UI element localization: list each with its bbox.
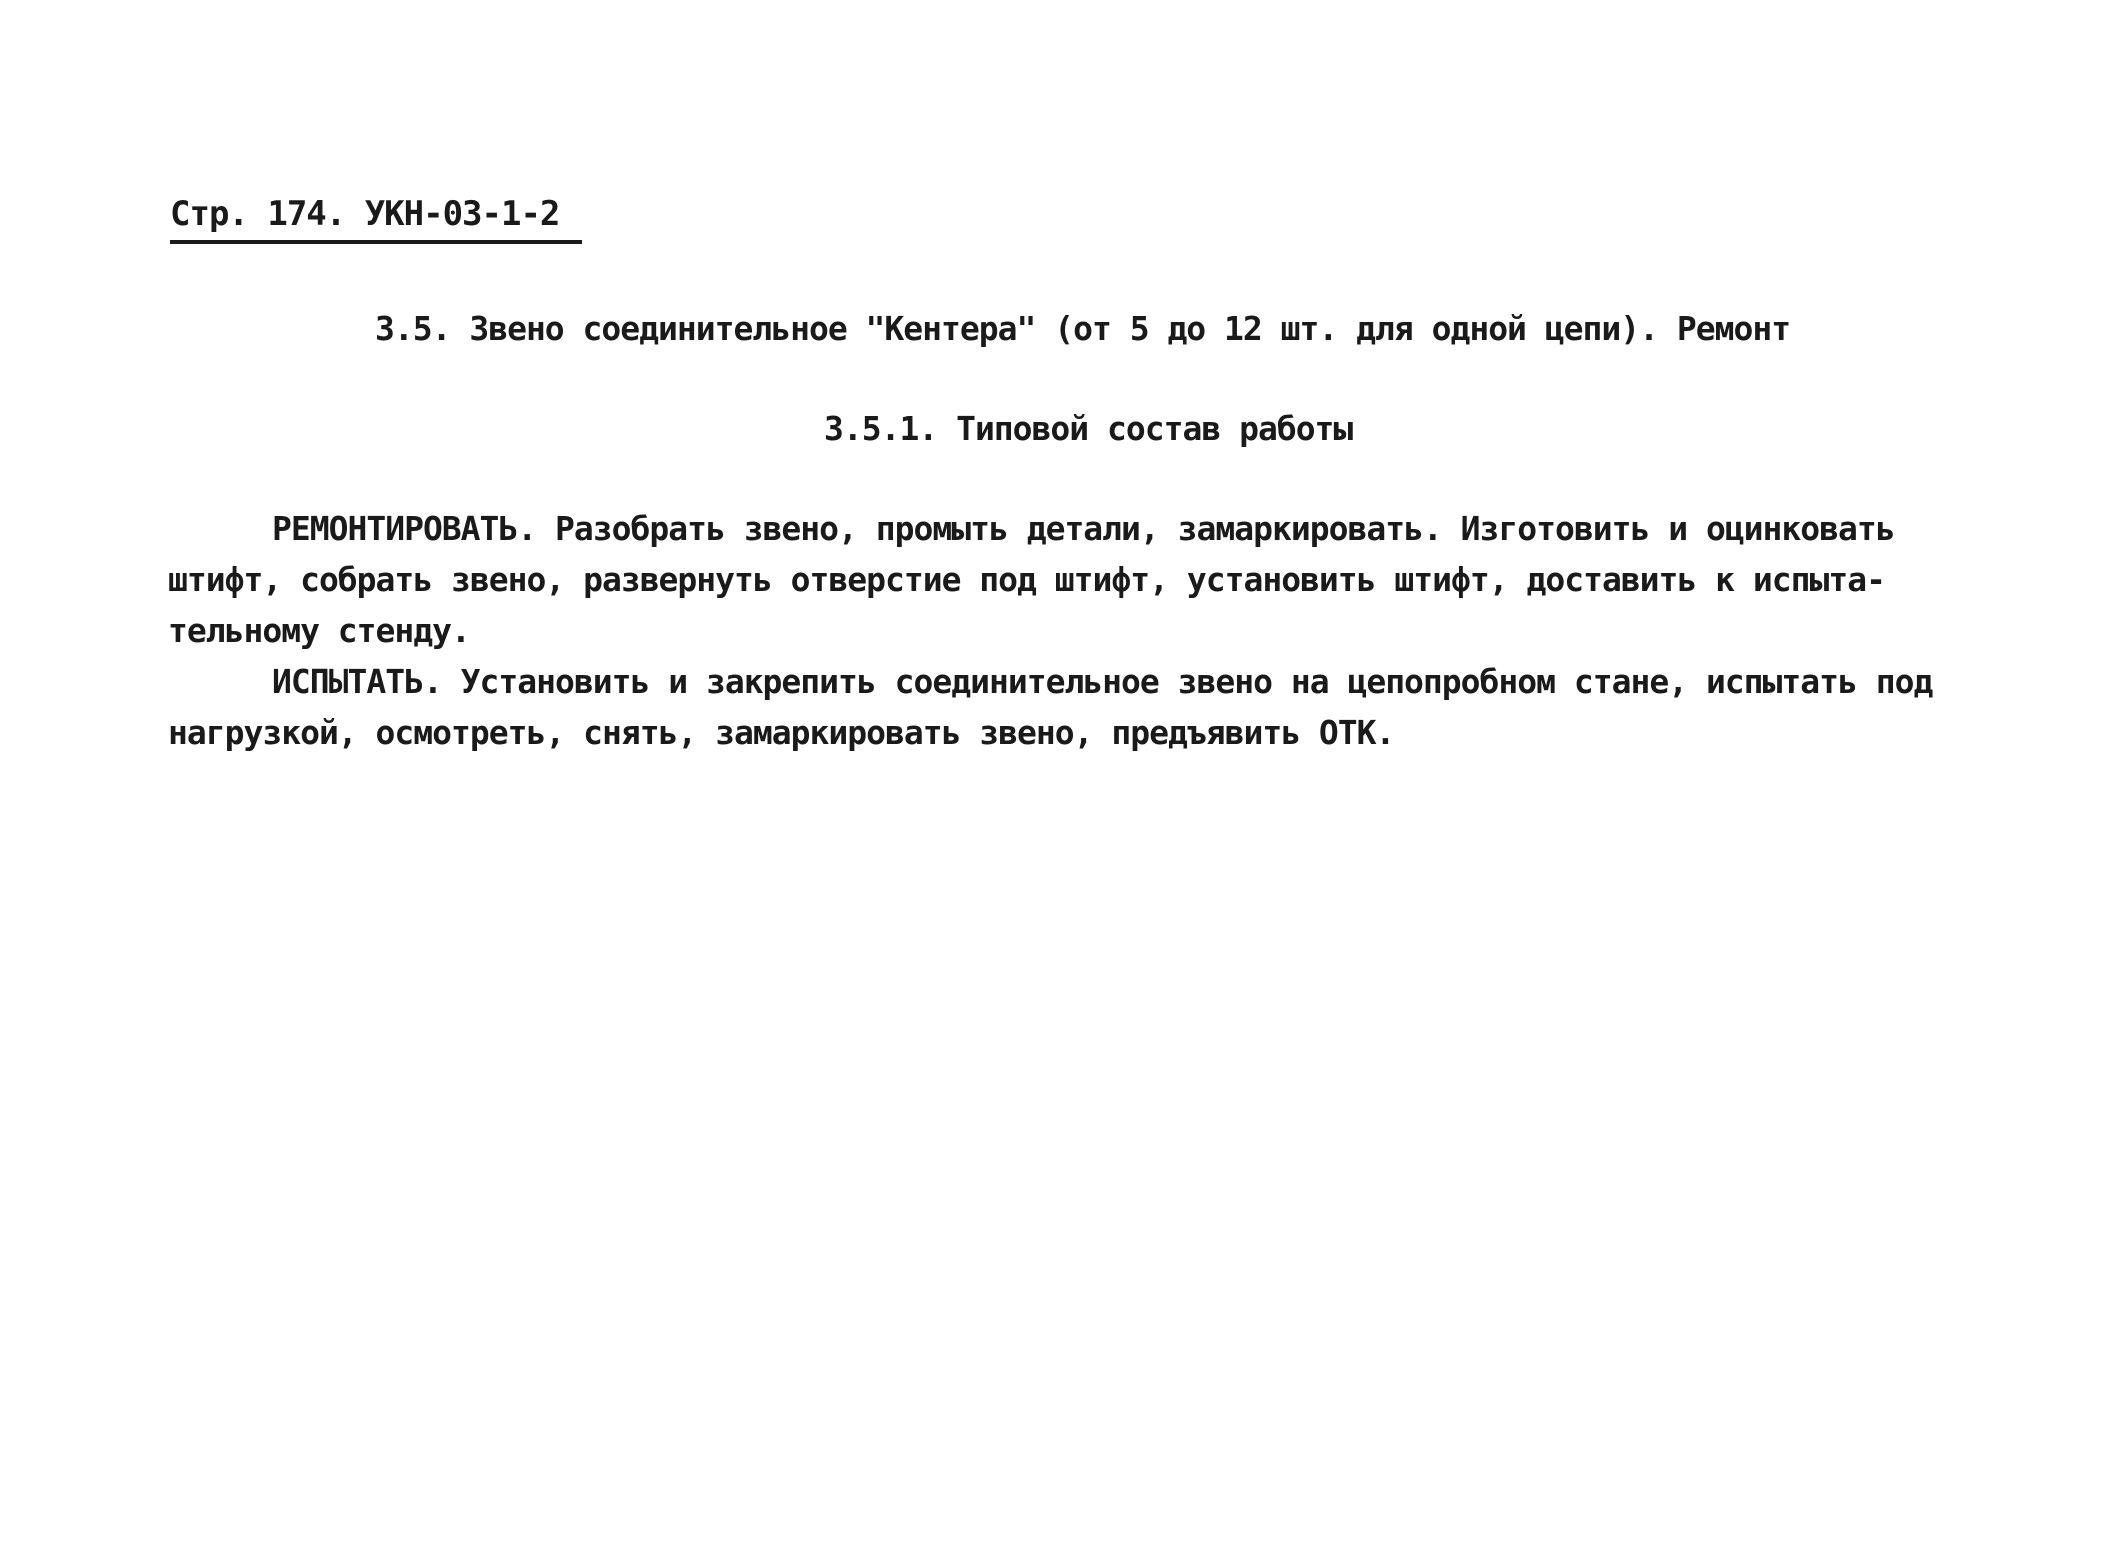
subsection-title: 3.5.1. Типовой состав работы [824,409,1353,448]
header-underline [170,240,582,244]
page-header: Стр. 174. УКН-03-1-2 [170,194,560,234]
section-title: 3.5. Звено соединительное "Кентера" (от 5 до 12 шт. для одной цепи). Ремонт [375,309,1791,348]
paragraph-line: РЕМОНТИРОВАТЬ. Разобрать звено, промыть детали, замаркировать. Изготовить и оцинковать [272,509,1895,548]
paragraph-line: штифт, собрать звено, развернуть отверстие под штифт, установить штифт, доставить к испыта- [168,560,1885,599]
paragraph-line: тельному стенду. [168,611,470,650]
paragraph-line: ИСПЫТАТЬ. Установить и закрепить соединительное звено на цепопробном стане, испытать под [272,662,1933,701]
paragraph-line: нагрузкой, осмотреть, снять, замаркировать звено, предъявить ОТК. [168,713,1395,752]
